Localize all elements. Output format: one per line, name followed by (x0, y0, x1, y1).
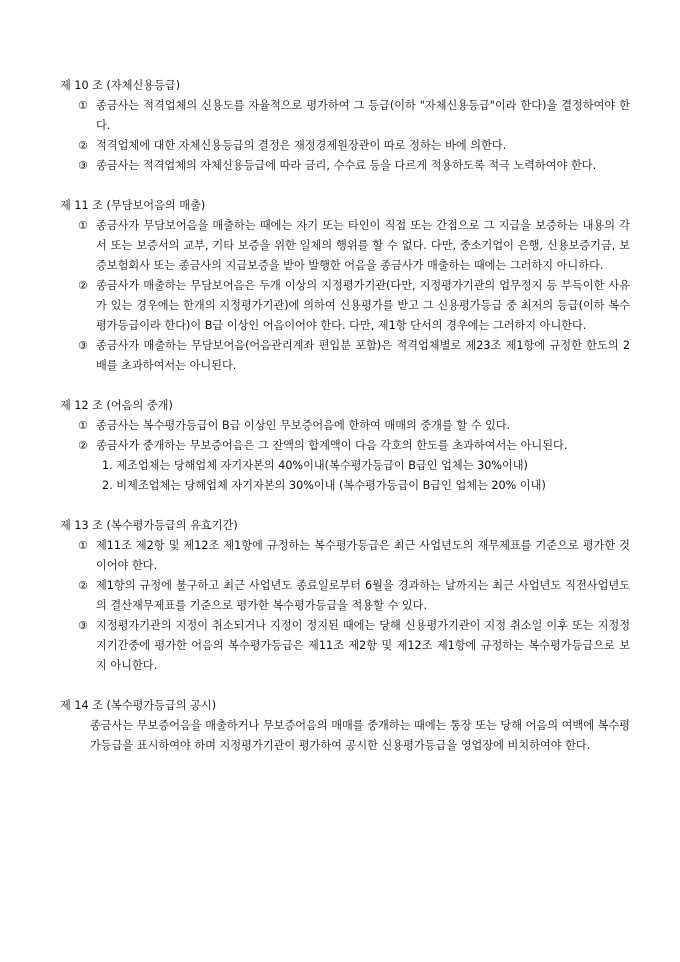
clause-number: ③ (78, 619, 88, 632)
clause-text: 종금사가 무담보어음을 매출하는 때에는 자기 또는 타인이 직접 또는 간접으로 그 지급을 보증하는 내용의 각서 또는 보증서의 교부, 기타 보증을 위한 일체의 행위를 할 수 없다. 다만, 중소기업이 은행, 신용보증기금, 보증보험회사 또는 종금사의 지급보증을 받아 발행한 어음을 종금사가 매출하는 때에는 그러하지 아니하다. (96, 219, 630, 272)
clause-item (60, 576, 630, 616)
clause-text: 지정평가기관의 지정이 취소되거나 지정이 정지된 때에는 당해 신용평가기관이 지정 취소일 이후 또는 지정정지기간중에 평가한 어음의 복수평가등급은 제11조 제2항 및 제12조 제1항에 규정하는 복수평가등급으로 보지 아니한다. (96, 619, 630, 672)
article-title: 제 12 조 (어음의 중개) (60, 399, 173, 412)
clause-text: 종금사가 매출하는 무담보어음(어음관리계좌 편입분 포함)은 적격업체별로 제23조 제1항에 규정한 한도의 2배를 초과하여서는 아니된다. (96, 339, 630, 372)
clause-text: 적격업체에 대한 자체신용등급의 결정은 재정경제원장관이 따로 정하는 바에 의한다. (96, 139, 507, 152)
clause-item (60, 96, 630, 136)
clause-number: ② (78, 139, 88, 152)
article-14 (60, 696, 630, 756)
article-title: 제 13 조 (복수평가등급의 유효기간) (60, 519, 238, 532)
sub-item: 2. 비제조업체는 당해업체 자기자본의 30%이내 (복수평가등급이 B급인 업체는 20% 이내) (102, 479, 546, 492)
article-13 (60, 516, 630, 676)
clause-text: 제1항의 규정에 불구하고 최근 사업년도 종료일로부터 6월을 경과하는 날까지는 최근 사업년도 직전사업년도의 결산재무제표를 기준으로 평가한 복수평가등급을 적용할 수 있다. (96, 579, 630, 612)
clause-number: ③ (78, 159, 88, 172)
clause-number: ② (78, 579, 88, 592)
article-title: 제 11 조 (무담보어음의 매출) (60, 199, 206, 212)
clause-item (60, 216, 630, 276)
clause-text: 종금사가 매출하는 무담보어음은 두개 이상의 지정평가기관(다만, 지정평가기관의 업무정지 등 부득이한 사유가 있는 경우에는 한개의 지정평가기관)에 의하여 신용평가를 받고 그 신용평가등급 중 최저의 등급(이하 복수평가등급이라 한다)이 B급 이상인 어음이어야 한다. 다만, 제1항 단서의 경우에는 그러하지 아니한다. (96, 279, 630, 332)
clause-text: 종금사는 적격업체의 자체신용등급에 따라 금리, 수수료 등을 다르게 적용하도록 적극 노력하여야 한다. (96, 159, 597, 172)
article-body: 종금사는 무보증어음을 매출하거나 무보증어음의 매매를 중개하는 때에는 통장 또는 당해 어음의 여백에 복수평가등급을 표시하여야 하며 지정평가기관이 평가하여 공시한 신용평가등급을 영업장에 비치하여야 한다. (90, 719, 630, 752)
clause-item (60, 156, 630, 176)
article-title: 제 10 조 (자체신용등급) (60, 79, 181, 92)
article-11 (60, 196, 630, 376)
clause-item (60, 276, 630, 336)
clause-text: 제11조 제2항 및 제12조 제1항에 규정하는 복수평가등급은 최근 사업년도의 재무제표를 기준으로 평가한 것이어야 한다. (96, 539, 630, 572)
document-body (60, 76, 630, 776)
clause-text: 종금사는 복수평가등급이 B급 이상인 무보증어음에 한하여 매매의 중개를 할 수 있다. (96, 419, 511, 432)
clause-number: ① (78, 419, 88, 432)
clause-item (60, 436, 630, 456)
clause-item (60, 336, 630, 376)
clause-number: ① (78, 99, 88, 112)
article-12 (60, 396, 630, 496)
clause-number: ① (78, 539, 88, 552)
clause-text: 종금사는 적격업체의 신용도를 자율적으로 평가하여 그 등급(이하 "자체신용등급"이라 한다)을 결정하여야 한다. (96, 99, 630, 132)
clause-item (60, 536, 630, 576)
sub-item: 1. 제조업체는 당해업체 자기자본의 40%이내(복수평가등급이 B급인 업체는 30%이내) (102, 459, 528, 472)
clause-item (60, 416, 630, 436)
clause-item (60, 136, 630, 156)
clause-number: ① (78, 219, 88, 232)
article-title: 제 14 조 (복수평가등급의 공시) (60, 699, 217, 712)
clause-number: ② (78, 439, 88, 452)
clause-number: ③ (78, 339, 88, 352)
article-10 (60, 76, 630, 176)
clause-text: 종금사가 중개하는 무보증어음은 그 잔액의 합계액이 다음 각호의 한도를 초과하여서는 아니된다. (96, 439, 568, 452)
clause-item (60, 616, 630, 676)
clause-number: ② (78, 279, 88, 292)
